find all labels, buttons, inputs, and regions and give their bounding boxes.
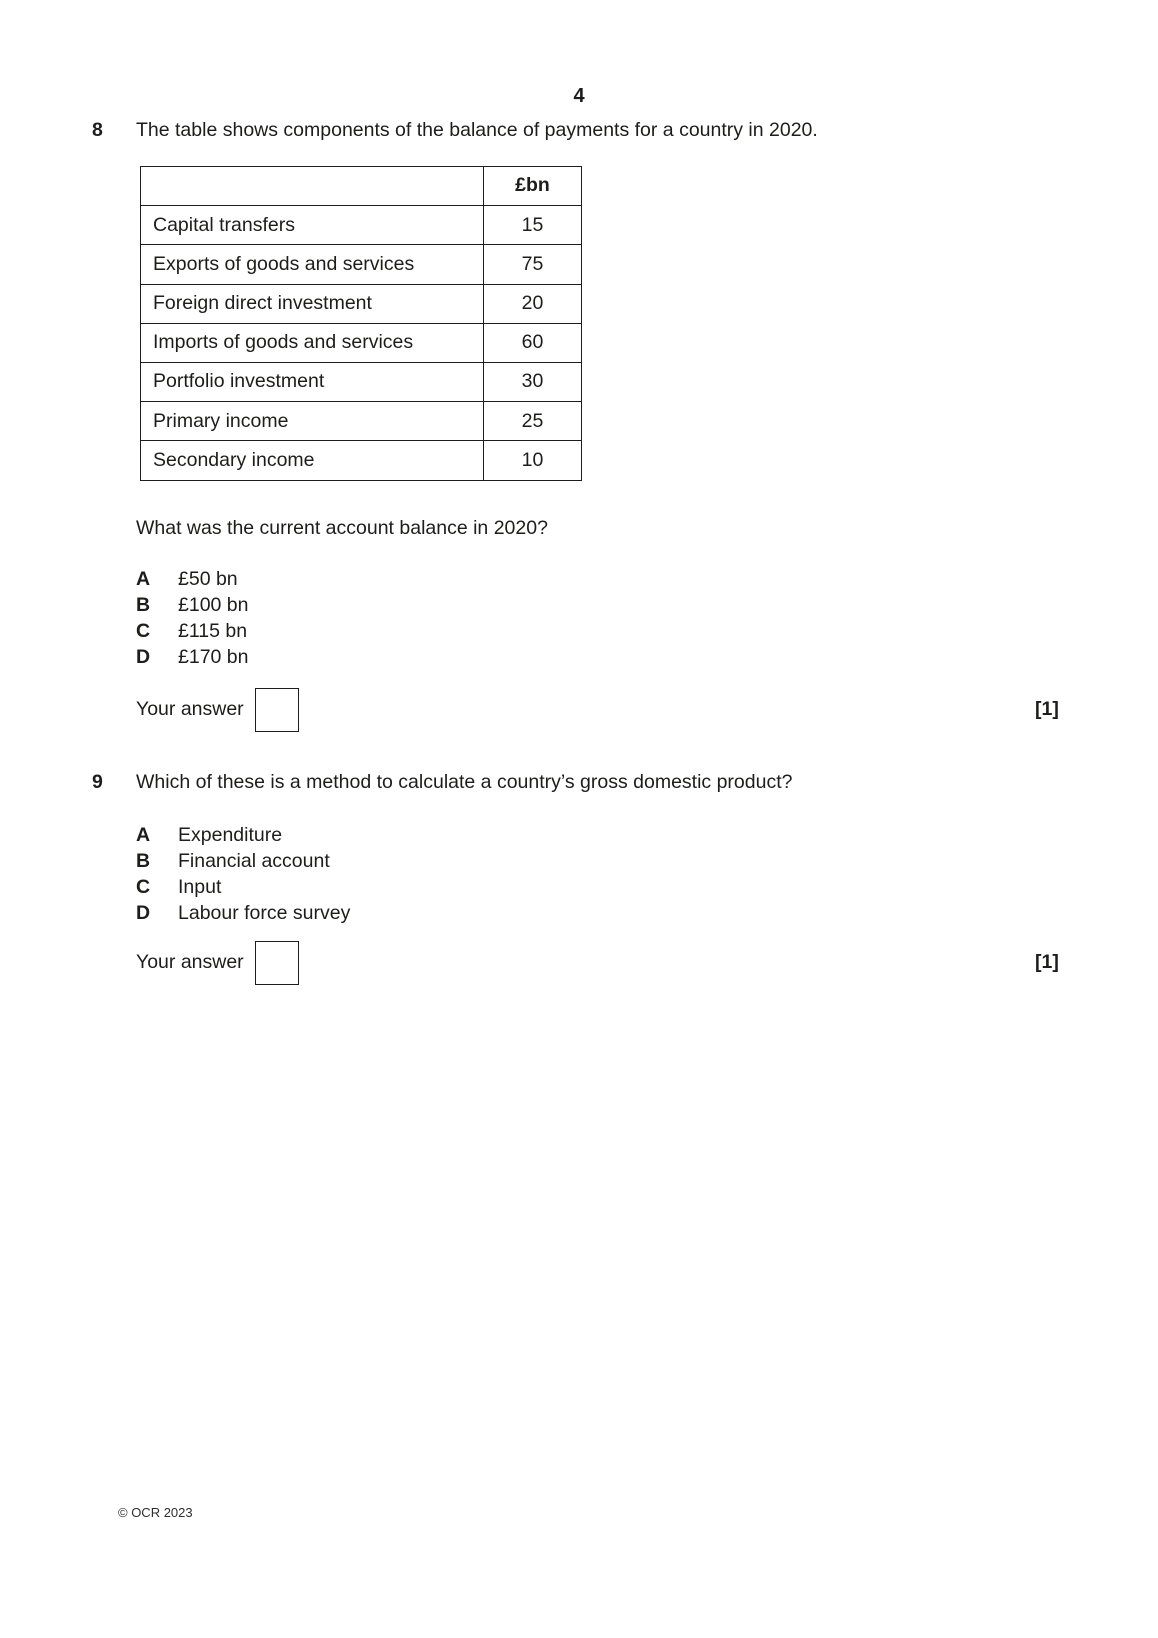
row-value: 20: [484, 284, 582, 323]
option-text: £170 bn: [178, 646, 249, 669]
row-value: 10: [484, 441, 582, 480]
question-8-header: [92, 119, 1052, 142]
option-row: [136, 567, 636, 593]
footer-copyright: © OCR 2023: [118, 1505, 193, 1520]
option-text: Expenditure: [178, 824, 283, 847]
option-row: [136, 823, 636, 849]
row-label: Foreign direct investment: [141, 284, 484, 323]
option-letter: A: [136, 568, 151, 591]
table-row: [141, 362, 582, 401]
answer-box-q8[interactable]: [255, 688, 299, 732]
marks-badge: [1]: [1035, 698, 1059, 720]
option-letter: D: [136, 902, 151, 925]
option-row: [136, 901, 636, 927]
marks-badge: [1]: [1035, 951, 1059, 973]
option-text: Financial account: [178, 850, 330, 873]
option-text: £100 bn: [178, 594, 249, 617]
table-row: [141, 441, 582, 480]
option-row: [136, 593, 636, 619]
answer-box-q9[interactable]: [255, 941, 299, 985]
option-row: [136, 645, 636, 671]
question-prompt: Which of these is a method to calculate a country’s gross domestic product?: [136, 771, 793, 793]
option-row: [136, 619, 636, 645]
option-letter: B: [136, 850, 151, 873]
row-value: 75: [484, 245, 582, 284]
table-row: [141, 206, 582, 245]
your-answer-label: Your answer: [136, 697, 244, 720]
options-list: [136, 823, 636, 927]
question-9-header: [92, 771, 1052, 794]
option-row: [136, 849, 636, 875]
table-row: [141, 323, 582, 362]
row-value: 60: [484, 323, 582, 362]
option-letter: A: [136, 824, 151, 847]
table-row: [141, 284, 582, 323]
row-value: 15: [484, 206, 582, 245]
row-label: Portfolio investment: [141, 362, 484, 401]
row-label: Exports of goods and services: [141, 245, 484, 284]
table-row: [141, 245, 582, 284]
table-row: [141, 402, 582, 441]
row-label: Imports of goods and services: [141, 323, 484, 362]
answer-row: [136, 687, 299, 732]
value-column-header: £bn: [484, 167, 582, 206]
table-header-empty-cell: [141, 167, 484, 206]
option-letter: C: [136, 876, 151, 899]
table-header-row: [141, 167, 582, 206]
option-row: [136, 875, 636, 901]
question-intro: The table shows components of the balance of payments for a country in 2020.: [136, 119, 818, 141]
option-letter: C: [136, 620, 151, 643]
answer-row: [136, 940, 299, 985]
your-answer-label: Your answer: [136, 950, 244, 973]
question-prompt: What was the current account balance in 2020?: [136, 517, 548, 539]
balance-of-payments-table: [140, 166, 582, 481]
option-text: Input: [178, 876, 222, 899]
row-label: Secondary income: [141, 441, 484, 480]
question-number: 9: [92, 771, 103, 793]
option-letter: B: [136, 594, 151, 617]
row-label: Capital transfers: [141, 206, 484, 245]
row-value: 25: [484, 402, 582, 441]
row-label: Primary income: [141, 402, 484, 441]
question-number: 8: [92, 119, 103, 141]
page-number: 4: [573, 85, 585, 107]
row-value: 30: [484, 362, 582, 401]
option-text: £50 bn: [178, 568, 238, 591]
option-text: £115 bn: [178, 620, 248, 643]
options-list: [136, 567, 636, 671]
option-letter: D: [136, 646, 151, 669]
option-text: Labour force survey: [178, 902, 351, 925]
